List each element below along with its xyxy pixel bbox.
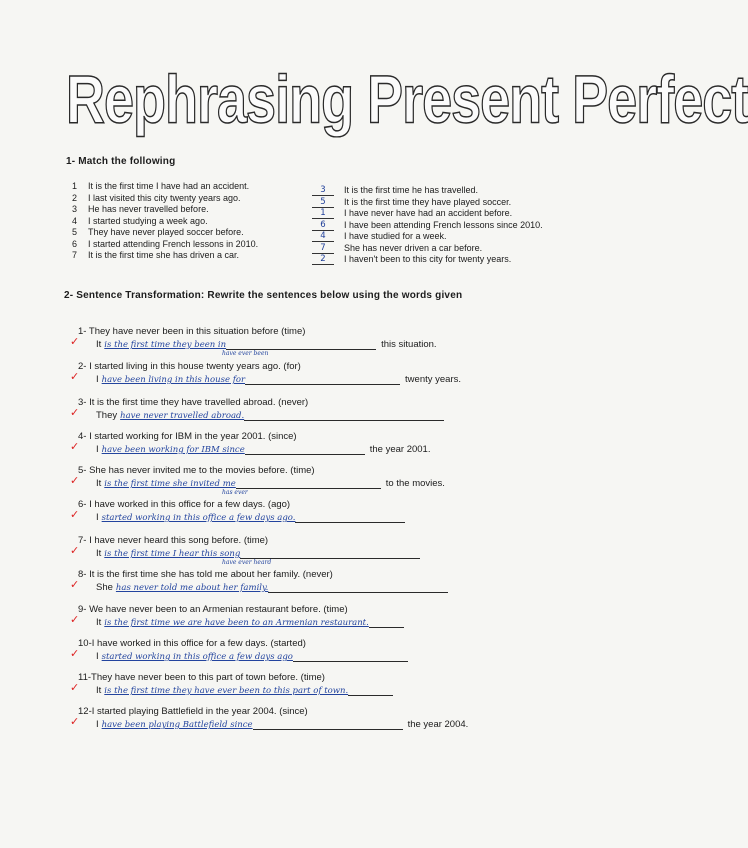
question-sentence: 5- She has never invited me to the movies before. (time) xyxy=(78,465,315,476)
question-sentence: 11-They have never been to this part of town before. (time) xyxy=(78,672,325,683)
match-answer-blank[interactable]: 4 xyxy=(312,231,334,242)
match-right-item xyxy=(312,254,592,266)
match-right-text: It is the first time he has travelled. xyxy=(344,185,479,195)
answer-blank-line xyxy=(226,339,376,350)
match-left-item xyxy=(72,204,312,216)
answer-blank-line xyxy=(244,410,444,421)
answer-blank-line xyxy=(348,685,393,696)
question-sentence: 4- I started working for IBM in the year 2001. (since) xyxy=(78,431,297,442)
check-mark-icon: ✓ xyxy=(70,681,80,694)
check-mark-icon: ✓ xyxy=(70,474,80,487)
answer-line[interactable] xyxy=(96,478,445,489)
answer-blank-line xyxy=(293,651,408,662)
check-mark-icon: ✓ xyxy=(70,578,80,591)
match-left-item xyxy=(72,227,312,239)
match-left-text: He has never travelled before. xyxy=(88,204,209,214)
question-sentence: 6- I have worked in this office for a few days. (ago) xyxy=(78,499,291,510)
match-left-number: 6 xyxy=(72,238,78,249)
match-left-number: 4 xyxy=(72,215,78,226)
handwritten-insertion: have ever heard xyxy=(222,559,272,566)
match-left-item xyxy=(72,181,312,193)
match-right-item xyxy=(312,197,592,209)
answer-line[interactable] xyxy=(96,651,408,662)
match-right-text: I have studied for a week. xyxy=(344,231,447,241)
answer-lead-word: It xyxy=(96,548,102,559)
match-right-item xyxy=(312,208,592,220)
answer-tail-text: twenty years. xyxy=(405,374,461,385)
question-sentence: 1- They have never been in this situation before (time) xyxy=(78,326,306,337)
check-mark-icon: ✓ xyxy=(70,715,80,728)
match-left-text: I started attending French lessons in 2010. xyxy=(88,238,259,249)
match-left-text: It is the first time she has driven a car. xyxy=(88,250,240,260)
question-sentence: 2- I started living in this house twenty years ago. (for) xyxy=(78,361,301,372)
handwritten-answer: have been living in this house for xyxy=(101,375,246,385)
match-right-item xyxy=(312,220,592,232)
match-right-text: I have never have had an accident before. xyxy=(344,208,513,218)
answer-lead-word: I xyxy=(96,374,99,385)
question-sentence: 10-I have worked in this office for a few days. (started) xyxy=(78,638,306,649)
answer-lead-word: I xyxy=(96,444,99,455)
answer-lead-word: They xyxy=(96,410,118,421)
match-right-text: It is the first time they have played soccer. xyxy=(344,196,512,207)
worksheet-title: Rephrasing Present Perfect xyxy=(66,62,748,138)
check-mark-icon: ✓ xyxy=(70,370,80,383)
answer-lead-word: It xyxy=(96,478,102,489)
handwritten-insertion: has ever xyxy=(222,489,248,496)
answer-blank-line xyxy=(236,478,381,489)
match-left-column xyxy=(72,181,312,262)
answer-lead-word: It xyxy=(96,617,102,628)
answer-lead-word: It xyxy=(96,339,102,350)
answer-lead-word: I xyxy=(96,719,99,730)
question-sentence: 7- I have never heard this song before. (time) xyxy=(78,535,269,546)
handwritten-answer: has never told me about her family. xyxy=(115,583,269,593)
handwritten-answer: have been working for IBM since xyxy=(101,445,245,455)
match-left-text: I last visited this city twenty years ago. xyxy=(88,192,241,203)
match-left-number: 2 xyxy=(72,192,78,203)
match-left-text: They have never played soccer before. xyxy=(88,227,244,237)
answer-tail-text: the year 2001. xyxy=(369,444,431,455)
answer-line[interactable] xyxy=(96,685,393,696)
answer-blank-line xyxy=(245,374,400,385)
answer-blank-line xyxy=(295,512,405,523)
match-answer-blank[interactable]: 5 xyxy=(312,197,334,208)
match-left-text: It is the first time I have had an accident. xyxy=(88,181,250,191)
answer-lead-word: She xyxy=(96,582,113,593)
handwritten-answer: is the first time I hear this song xyxy=(104,549,241,559)
match-answer-blank[interactable]: 2 xyxy=(312,254,334,265)
answer-line[interactable] xyxy=(96,444,430,455)
match-right-item xyxy=(312,243,592,255)
answer-blank-line xyxy=(369,617,404,628)
match-right-text: She has never driven a car before. xyxy=(344,242,483,253)
match-left-number: 5 xyxy=(72,227,78,237)
match-left-item xyxy=(72,216,312,228)
answer-lead-word: It xyxy=(96,685,102,696)
answer-line[interactable] xyxy=(96,374,461,385)
handwritten-insertion: have ever been xyxy=(222,350,269,357)
match-left-item xyxy=(72,239,312,251)
section-1-heading: 1- Match the following xyxy=(66,156,176,167)
match-right-text: I have been attending French lessons since 2010. xyxy=(344,219,543,230)
match-left-item xyxy=(72,250,312,262)
answer-line[interactable] xyxy=(96,339,437,350)
answer-tail-text: this situation. xyxy=(381,339,437,350)
question-sentence: 9- We have never been to an Armenian restaurant before. (time) xyxy=(78,604,348,615)
match-right-item xyxy=(312,231,592,243)
match-left-number: 7 xyxy=(72,250,78,260)
question-sentence: 8- It is the first time she has told me about her family. (never) xyxy=(78,569,333,580)
answer-tail-text: the year 2004. xyxy=(407,719,469,730)
handwritten-answer: started working in this office a few days ago xyxy=(101,652,293,662)
section-2-heading: 2- Sentence Transformation: Rewrite the sentences below using the words given xyxy=(64,290,463,301)
answer-blank-line xyxy=(240,548,420,559)
handwritten-answer: is the first time we are have been to an Armenian restaurant. xyxy=(104,618,369,628)
match-right-column xyxy=(312,185,592,266)
answer-line[interactable] xyxy=(96,582,448,593)
handwritten-answer: started working in this office a few days ago. xyxy=(101,513,296,523)
match-left-text: I started studying a week ago. xyxy=(88,215,208,226)
check-mark-icon: ✓ xyxy=(70,335,80,348)
check-mark-icon: ✓ xyxy=(70,508,80,521)
answer-line[interactable] xyxy=(96,512,405,523)
answer-line[interactable] xyxy=(96,617,404,628)
handwritten-answer: is the first time she invited me xyxy=(104,479,236,489)
handwritten-answer: have never travelled abroad. xyxy=(120,411,245,421)
question-sentence: 12-I started playing Battlefield in the year 2004. (since) xyxy=(78,706,308,717)
check-mark-icon: ✓ xyxy=(70,544,80,557)
check-mark-icon: ✓ xyxy=(70,440,80,453)
answer-blank-line xyxy=(253,719,403,730)
match-left-item xyxy=(72,193,312,205)
match-answer-blank[interactable]: 1 xyxy=(312,208,334,219)
answer-blank-line xyxy=(268,582,448,593)
check-mark-icon: ✓ xyxy=(70,647,80,660)
answer-line[interactable] xyxy=(96,410,444,421)
question-sentence: 3- It is the first time they have travelled abroad. (never) xyxy=(78,397,309,408)
check-mark-icon: ✓ xyxy=(70,613,80,626)
handwritten-answer: is the first time they have ever been to this part of town. xyxy=(104,686,349,696)
match-right-item xyxy=(312,185,592,197)
handwritten-answer: is the first time they been in xyxy=(104,340,227,350)
check-mark-icon: ✓ xyxy=(70,406,80,419)
handwritten-answer: have been playing Battlefield since xyxy=(101,720,253,730)
answer-line[interactable] xyxy=(96,548,420,559)
answer-lead-word: I xyxy=(96,512,99,523)
answer-blank-line xyxy=(245,444,365,455)
match-left-number: 3 xyxy=(72,204,78,214)
match-answer-blank[interactable]: 6 xyxy=(312,220,334,231)
answer-tail-text: to the movies. xyxy=(385,478,445,489)
match-left-number: 1 xyxy=(72,181,78,191)
match-right-text: I haven't been to this city for twenty years. xyxy=(344,254,512,264)
match-answer-blank[interactable]: 3 xyxy=(312,185,334,196)
answer-line[interactable] xyxy=(96,719,468,730)
answer-lead-word: I xyxy=(96,651,99,662)
match-answer-blank[interactable]: 7 xyxy=(312,243,334,254)
